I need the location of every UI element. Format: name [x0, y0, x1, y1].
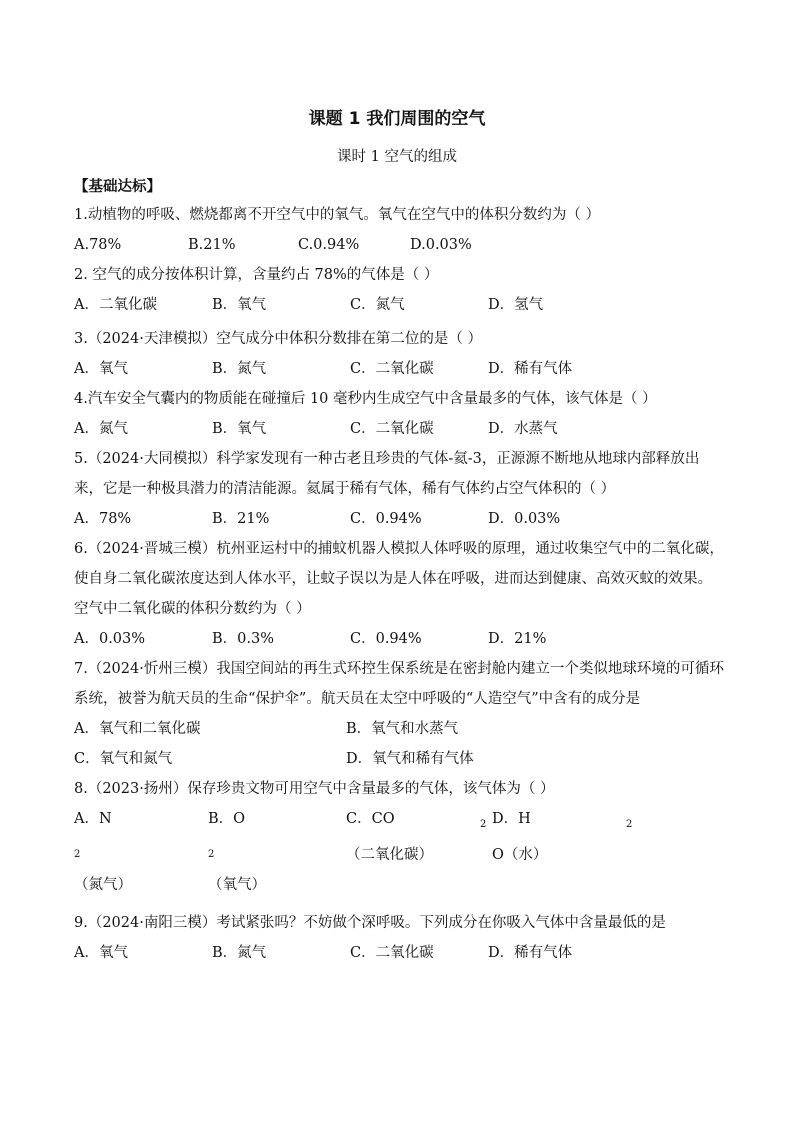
option-c[interactable]: C．二氧化碳 — [350, 421, 434, 437]
option-c[interactable]: C．二氧化碳 — [350, 944, 434, 961]
option-a[interactable]: A.78% — [74, 237, 122, 253]
option-b[interactable]: B．氧气 — [212, 421, 267, 437]
options-row — [74, 804, 724, 900]
question-7 — [74, 654, 724, 774]
options-row — [74, 414, 724, 444]
option-b[interactable]: B．氧气 — [212, 297, 267, 313]
option-b[interactable]: B．氧气和水蒸气 — [346, 721, 459, 737]
option-d[interactable]: D．21% — [488, 631, 547, 647]
option-c[interactable]: C．氧气和氮气 — [74, 751, 173, 767]
option-a[interactable]: A．二氧化碳 — [74, 297, 157, 313]
option-d[interactable]: D．H $_2$O（水） — [492, 811, 633, 863]
option-a[interactable]: A．78% — [74, 511, 132, 527]
option-a[interactable]: A．0.03% — [74, 631, 146, 647]
option-d[interactable]: D．0.03% — [488, 511, 561, 527]
question-stem: 2. 空气的成分按体积计算，含量约占 78%的气体是（ ） — [74, 267, 439, 283]
question-stem: 3.（2024·天津模拟）空气成分中体积分数排在第二位的是（ ） — [74, 331, 482, 347]
option-c[interactable]: C.0.94% — [298, 237, 360, 253]
option-c[interactable]: C．0.94% — [350, 631, 422, 647]
question-6 — [74, 534, 724, 654]
option-b[interactable]: B．21% — [212, 511, 270, 527]
options-row — [74, 938, 724, 968]
option-b[interactable]: B.21% — [188, 237, 236, 253]
question-stem: 8.（2023·扬州）保存珍贵文物可用空气中含量最多的气体，该气体为（ ） — [74, 781, 555, 797]
option-b[interactable]: B．氮气 — [212, 944, 267, 961]
question-stem: 4.汽车安全气囊内的物质能在碰撞后 10 毫秒内生成空气中含量最多的气体，该气体是（ ） — [74, 391, 657, 407]
option-b[interactable]: B．氮气 — [212, 361, 267, 377]
question-stem: 7.（2024·忻州三模）我国空间站的再生式环控生保系统是在密封舱内建立一个类似地球环境的可循环系统，被誉为航天员的生命“保护伞”。航天员在太空中呼吸的“人造空气”中含有的成分是 — [74, 661, 724, 707]
option-a[interactable]: A．氧气和二氧化碳 — [74, 721, 201, 737]
question-5 — [74, 444, 724, 534]
option-d[interactable]: D.0.03% — [410, 237, 472, 253]
option-b[interactable]: B．0.3% — [212, 631, 274, 647]
options-row — [74, 714, 724, 744]
question-3 — [74, 324, 724, 384]
question-1 — [74, 200, 724, 260]
options-row — [74, 354, 724, 384]
option-d[interactable]: D．氧气和稀有气体 — [346, 751, 474, 767]
option-a[interactable]: A．氧气 — [74, 361, 128, 377]
lesson-subtitle: 课时 1 空气的组成 — [337, 149, 457, 165]
options-row — [74, 230, 724, 260]
option-c[interactable]: C．0.94% — [350, 511, 422, 527]
option-c[interactable]: C．二氧化碳 — [350, 361, 434, 377]
option-d[interactable]: D．氢气 — [488, 297, 544, 313]
question-list — [74, 200, 724, 968]
question-stem: 6.（2024·晋城三模）杭州亚运村中的捕蚊机器人模拟人体呼吸的原理，通过收集空气中的二氧化碳，使自身二氧化碳浓度达到人体水平，让蚊子误以为是人体在呼吸，进而达到健康、高效灭蚊的效果。空气中二氧化碳的体积分数约为（ ） — [74, 541, 724, 617]
question-stem: 5.（2024·大同模拟）科学家发现有一种古老且珍贵的气体-氦-3，正源源不断地从地球内部释放出来，它是一种极具潜力的清洁能源。氦属于稀有气体，稀有气体约占空气体积的（ ） — [74, 451, 700, 497]
question-8 — [74, 774, 724, 900]
question-4 — [74, 384, 724, 444]
option-c[interactable]: C．CO $_2$（二氧化碳） — [346, 811, 487, 863]
option-a[interactable]: A．氧气 — [74, 944, 128, 961]
option-d[interactable]: D．稀有气体 — [488, 944, 573, 961]
lesson-title: 课题 1 我们周围的空气 — [308, 109, 486, 129]
question-stem: 1.动植物的呼吸、燃烧都离不开空气中的氧气。氧气在空气中的体积分数约为（ ） — [74, 207, 600, 223]
options-row — [74, 504, 724, 534]
option-c[interactable]: C．氮气 — [350, 297, 405, 313]
options-row — [74, 624, 724, 654]
option-b[interactable]: B．$O_2$（氧气） — [208, 811, 266, 893]
options-row — [74, 290, 724, 320]
option-d[interactable]: D．水蒸气 — [488, 421, 558, 437]
question-stem: 9.（2024·南阳三模）考试紧张吗？不妨做个深呼吸。下列成分在你吸入气体中含量最低的是 — [74, 914, 666, 931]
option-d[interactable]: D．稀有气体 — [488, 361, 573, 377]
options-row — [74, 744, 724, 774]
option-a[interactable]: A．氮气 — [74, 421, 128, 437]
section-heading: 【基础达标】 — [74, 179, 161, 195]
question-2 — [74, 260, 724, 320]
option-a[interactable]: A．$N_2$（氮气） — [74, 811, 132, 893]
question-9 — [74, 908, 724, 968]
